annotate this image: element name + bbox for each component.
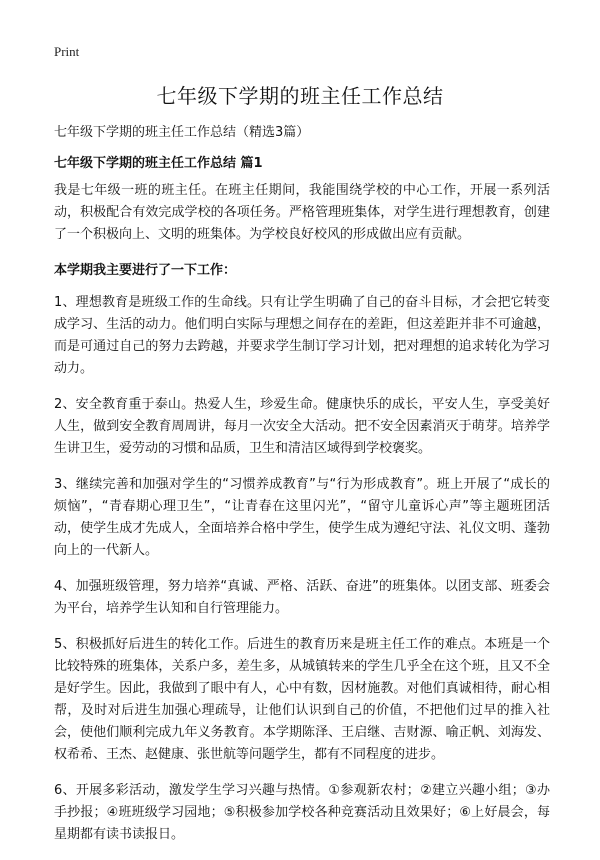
section-heading: 七年级下学期的班主任工作总结 篇1 [54, 156, 263, 171]
document-subtitle: 七年级下学期的班主任工作总结（精选3篇） [54, 125, 310, 140]
paragraph-item-4: 4、加强班级管理，努力培养“真诚、严格、活跃、奋进”的班集体。以团支部、班委会为平台，培养学生认知和自行管理能力。 [54, 579, 550, 616]
paragraph-item-2: 2、安全教育重于泰山。热爱人生，珍爱生命。健康快乐的成长，平安人生，享受美好人生，做到安全教育周周讲，每月一次安全大活动。把不安全因素消灭于萌芽。培养学生讲卫生，爱劳动的习惯和品质，卫生和清洁区域得到学校褒奖。 [54, 397, 550, 456]
print-link[interactable]: Print [54, 44, 80, 59]
paragraph-item-1: 1、理想教育是班级工作的生命线。只有让学生明确了自己的奋斗目标，才会把它转变成学习、生活的动力。他们明白实际与理想之间存在的差距，但这差距并非不可逾越，而是可通过自己的努力去跨越，并要求学生制订学习计划，把对理想的追求转化为学习动力。 [54, 295, 550, 376]
paragraph-item-3: 3、继续完善和加强对学生的“习惯养成教育”与“行为形成教育”。班上开展了“成长的烦恼”，“青春期心理卫生”，“让青春在这里闪光”，“留守儿童诉心声”等主题班团活动，使学生成才先成人，全面培养合格中学生，使学生成为遵纪守法、礼仪文明、蓬勃向上的一代新人。 [54, 477, 550, 558]
paragraph-item-6: 6、开展多彩活动，激发学生学习兴趣与热情。①参观新农村；②建立兴趣小组；③办手抄报；④班班级学习园地；⑤积极参加学校各种竞赛活动且效果好；⑥上好晨会，每星期都有读书读报日。 [54, 783, 550, 842]
work-list-heading: 本学期我主要进行了一下工作： [54, 263, 237, 278]
document-body [54, 180, 550, 860]
paragraph-item-5: 5、积极抓好后进生的转化工作。后进生的教育历来是班主任工作的难点。本班是一个比较特殊的班集体，关系户多，差生多，从城镇转来的学生几乎全在这个班，且又不全是好学生。因此，我做到了眼中有人，心中有数，因材施教。对他们真诚相待，耐心相帮，及时对后进生加强心理疏导，让他们认识到自己的价值，不把他们过早的推入社会，使他们顺利完成九年义务教育。本学期陈泽、王启继、吉财源、喻正帆、刘海发、权希希、王杰、赵健康、张世航等问题学生，都有不同程度的进步。 [54, 637, 550, 762]
intro-paragraph: 我是七年级一班的班主任。在班主任期间，我能围绕学校的中心工作，开展一系列活动，积极配合有效完成学校的各项任务。严格管理班集体，对学生进行理想教育，创建了一个积极向上、文明的班集体。为学校良好校风的形成做出应有贡献。 [54, 183, 550, 242]
document-title: 七年级下学期的班主任工作总结 [156, 84, 444, 108]
